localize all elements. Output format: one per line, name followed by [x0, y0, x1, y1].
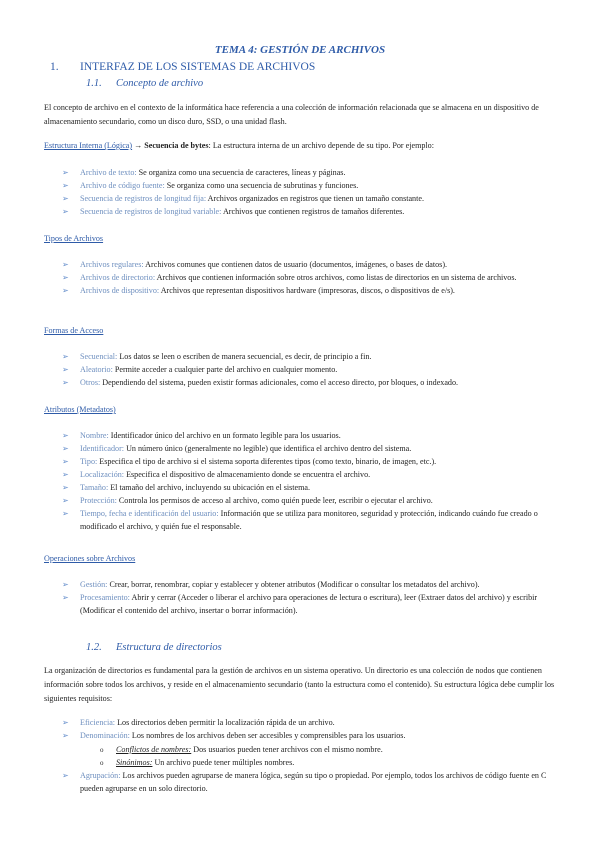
structure-line: [44, 141, 434, 150]
arrow-bullet-icon: ➢: [62, 496, 69, 505]
list-item: [62, 179, 552, 192]
item-term: Gestión:: [80, 580, 108, 589]
item-desc: Un archivo puede tener múltiples nombres.: [152, 758, 295, 767]
arrow-bullet-icon: ➢: [62, 718, 69, 727]
item-term: Sinónimos:: [116, 758, 153, 767]
subsection-heading-1-2: [86, 642, 222, 653]
arrow-bullet-icon: ➢: [62, 509, 69, 518]
list-item: [62, 507, 552, 533]
item-desc: Se organiza como una secuencia de subrutinas y funciones.: [164, 181, 359, 190]
item-desc: Archivos que contienen registros de tamaños diferentes.: [221, 207, 405, 216]
item-desc: Permite acceder a cualquier parte del archivo en cualquier momento.: [112, 365, 338, 374]
item-desc: El tamaño del archivo, incluyendo su ubicación en el sistema.: [108, 483, 311, 492]
types-list: [62, 258, 552, 297]
item-term: Denominación:: [80, 731, 130, 740]
item-term: Secuencia de registros de longitud variable:: [80, 207, 222, 216]
arrow-bullet-icon: ➢: [62, 207, 69, 216]
item-term: Agrupación:: [80, 771, 121, 780]
arrow-bullet-icon: ➢: [62, 168, 69, 177]
directories-list-end: [62, 769, 552, 795]
list-item: [62, 481, 552, 494]
item-desc: Controla los permisos de acceso al archivo, como quién puede leer, escribir o ejecutar el archivo.: [116, 496, 433, 505]
item-term: Archivos regulares:: [80, 260, 144, 269]
arrow-bullet-icon: ➢: [62, 457, 69, 466]
item-term: Procesamiento:: [80, 593, 130, 602]
item-desc: Dependiendo del sistema, pueden existir formas adicionales, como el acceso directo, por bloques, o indexado.: [100, 378, 459, 387]
item-desc: Abrir y cerrar (Acceder o liberar el archivo para operaciones de lectura o escritura), leer (Extraer datos del archivo) y escribir (Modificar el contenido del archivo, insertar o borrar información).: [80, 593, 538, 615]
list-item: [62, 376, 552, 389]
item-desc: Archivos que representan dispositivos hardware (impresoras, discos, o dispositivos de e/s).: [159, 286, 455, 295]
item-term: Aleatorio:: [80, 365, 113, 374]
subsection-number: 1.1.: [86, 78, 102, 89]
attributes-list: [62, 429, 552, 533]
arrow-bullet-icon: ➢: [62, 260, 69, 269]
list-item: [62, 455, 552, 468]
item-term: Conflictos de nombres:: [116, 745, 192, 754]
subsection-title: Estructura de directorios: [116, 642, 222, 653]
item-term: Nombre:: [80, 431, 109, 440]
item-term: Archivos de dispositivo:: [80, 286, 160, 295]
arrow-bullet-icon: ➢: [62, 365, 69, 374]
arrow-bullet-icon: ➢: [62, 580, 69, 589]
item-term: Localización:: [80, 470, 125, 479]
item-desc: Se organiza como una secuencia de caracteres, líneas y páginas.: [136, 168, 346, 177]
subsection-title: Concepto de archivo: [116, 78, 204, 89]
item-term: Archivos de directorio:: [80, 273, 156, 282]
item-term: Archivo de código fuente:: [80, 181, 165, 190]
item-desc: Identificador único del archivo en un formato legible para los usuarios.: [108, 431, 341, 440]
item-term: Tipo:: [80, 457, 98, 466]
arrow-bullet-icon: ➢: [62, 593, 69, 602]
arrow-bullet-icon: ➢: [62, 181, 69, 190]
list-item: [62, 494, 552, 507]
arrow-bullet-icon: ➢: [62, 444, 69, 453]
structure-rest: : La estructura interna de un archivo depende de su tipo. Por ejemplo:: [208, 141, 434, 150]
item-desc: Los directorios deben permitir la localización rápida de un archivo.: [115, 718, 335, 727]
arrow-bullet-icon: ➢: [62, 194, 69, 203]
item-term: Secuencia de registros de longitud fija:: [80, 194, 207, 203]
list-item: [62, 442, 552, 455]
list-item: [62, 166, 552, 179]
item-term: Eficiencia:: [80, 718, 116, 727]
list-item: [62, 769, 552, 795]
list-item: [62, 591, 552, 617]
intro-paragraph: El concepto de archivo en el contexto de la informática hace referencia a una colección de información relacionada que se almacena en un dispositivo de almacenamiento secundario, como un disco duro, SSD, o una unidad flash.: [44, 103, 539, 126]
subsection-heading-1-1: [86, 78, 203, 89]
list-item: [62, 271, 552, 284]
item-desc: Los archivos pueden agruparse de manera lógica, según su tipo o propiedad. Por ejemplo, todos los archivos de código fuente en C pueden agruparse en un solo directorio.: [80, 771, 547, 793]
item-desc: Dos usuarios pueden tener archivos con el mismo nombre.: [191, 745, 383, 754]
list-item: [62, 729, 552, 742]
list-item: [62, 468, 552, 481]
list-item: [62, 192, 552, 205]
item-desc: Un número único (generalmente no legible) que identifica el archivo dentro del sistema.: [124, 444, 412, 453]
item-desc: Archivos organizados en registros que tienen un tamaño constante.: [206, 194, 424, 203]
sub-list-item: [100, 743, 383, 757]
access-list: [62, 350, 552, 389]
arrow-bullet-icon: ➢: [62, 483, 69, 492]
item-desc: Los nombres de los archivos deben ser accesibles y comprensibles para los usuarios.: [129, 731, 406, 740]
arrow-bullet-icon: ➢: [62, 352, 69, 361]
item-desc: Especifica el tipo de archivo si el sistema soporta diferentes tipos (como texto, binario, de imagen, etc.).: [97, 457, 437, 466]
directories-list: [62, 716, 552, 742]
item-term: Protección:: [80, 496, 117, 505]
list-item: [62, 205, 552, 218]
item-term: Archivo de texto:: [80, 168, 137, 177]
item-desc: Archivos que contienen información sobre otros archivos, como listas de directorios en un sistema de archivos.: [155, 273, 517, 282]
access-heading[interactable]: Formas de Acceso: [44, 326, 104, 335]
arrow-bullet-icon: ➢: [62, 273, 69, 282]
structure-list: [62, 166, 552, 218]
types-heading[interactable]: Tipos de Archivos: [44, 234, 104, 243]
arrow-bullet-icon: ➢: [62, 731, 69, 740]
arrow-symbol: →: [134, 141, 143, 150]
list-item: [62, 716, 552, 729]
arrow-bullet-icon: ➢: [62, 771, 69, 780]
section-title: INTERFAZ DE LOS SISTEMAS DE ARCHIVOS: [80, 61, 316, 73]
page-title: TEMA 4: GESTIÓN DE ARCHIVOS: [214, 44, 386, 56]
circle-bullet-icon: o: [100, 746, 104, 754]
item-desc: Información que se utiliza para monitoreo, seguridad y protección, indicando cuándo fue creado o modificado el archivo, y quién fue el responsable.: [80, 509, 538, 531]
section-number: 1.: [50, 61, 59, 73]
structure-bold: Secuencia de bytes: [144, 141, 209, 150]
arrow-bullet-icon: ➢: [62, 431, 69, 440]
directories-paragraph: La organización de directorios es fundamental para la gestión de archivos en un sistema operativo. Un directorio es una colección de nodos que contienen información sobre todos los archivos, y reside en el almacenamiento secundario (tanto la estructura como el contenido). Su estructura lógica debe cumplir los siguientes requisitos:: [44, 666, 555, 703]
item-term: Identificador:: [80, 444, 125, 453]
structure-label[interactable]: Estructura Interna (Lógica): [44, 141, 133, 150]
item-desc: Especifica el dispositivo de almacenamiento donde se encuentra el archivo.: [124, 470, 371, 479]
arrow-bullet-icon: ➢: [62, 378, 69, 387]
section-heading-1: [50, 61, 315, 73]
sub-list-item: [100, 756, 294, 770]
operations-list: [62, 578, 552, 617]
list-item: [62, 284, 552, 297]
attributes-heading[interactable]: Atributos (Metadatos): [44, 405, 116, 414]
item-desc: Crear, borrar, renombrar, copiar y establecer y obtener atributos (Modificar o consultar los metadatos del archivo).: [107, 580, 480, 589]
item-desc: Los datos se leen o escriben de manera secuencial, es decir, de principio a fin.: [117, 352, 372, 361]
item-term: Tiempo, fecha e identificación del usuario:: [80, 509, 219, 518]
circle-bullet-icon: o: [100, 759, 104, 767]
item-term: Otros:: [80, 378, 101, 387]
list-item: [62, 578, 552, 591]
list-item: [62, 363, 552, 376]
list-item: [62, 429, 552, 442]
operations-heading[interactable]: Operaciones sobre Archivos: [44, 554, 136, 563]
arrow-bullet-icon: ➢: [62, 470, 69, 479]
list-item: [62, 350, 552, 363]
arrow-bullet-icon: ➢: [62, 286, 69, 295]
item-term: Tamaño:: [80, 483, 109, 492]
item-desc: Archivos comunes que contienen datos de usuario (documentos, imágenes, o bases de datos).: [143, 260, 448, 269]
item-term: Secuencial:: [80, 352, 118, 361]
list-item: [62, 258, 552, 271]
subsection-number: 1.2.: [86, 642, 102, 653]
